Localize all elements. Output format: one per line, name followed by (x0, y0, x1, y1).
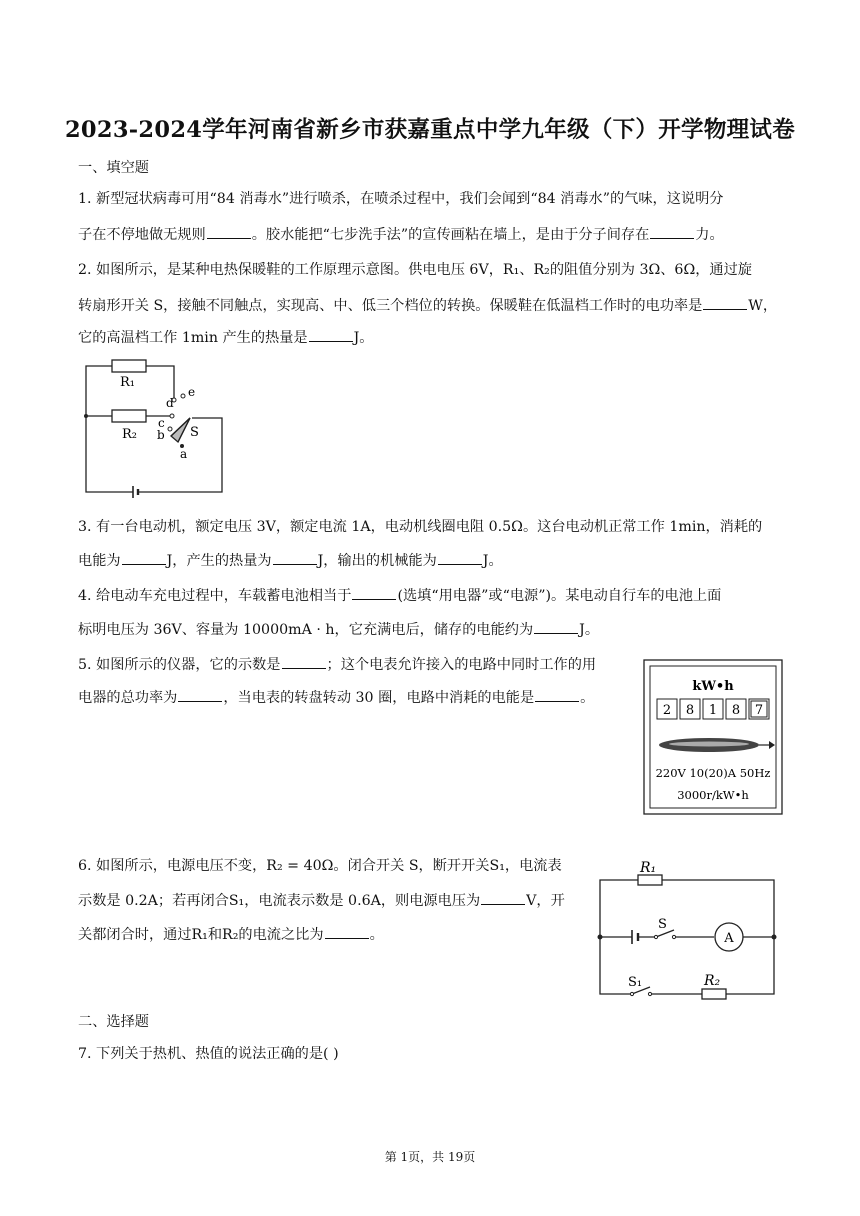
switch-s-label: S (190, 425, 199, 440)
q6-line2 (78, 890, 598, 911)
answer-blank[interactable] (534, 619, 578, 634)
answer-blank[interactable] (481, 890, 525, 905)
section-choice: 二、选择题 (78, 1014, 149, 1030)
q4-line1 (78, 585, 783, 606)
q6-text-a: 示数是 0.2A；若再闭合S₁，电流表示数是 0.6A，则电源电压为 (78, 893, 481, 909)
meter-digit: 1 (708, 703, 718, 718)
junction-node (598, 935, 603, 940)
answer-blank[interactable] (122, 550, 166, 565)
q6-circuit-diagram (594, 856, 780, 1000)
junction-node (84, 414, 88, 418)
q6-text-b: V，开 (526, 893, 565, 909)
q1-line2 (78, 224, 783, 245)
contact-e (181, 394, 185, 398)
answer-blank[interactable] (325, 924, 369, 939)
q1-text-a: 子在不停地做无规则 (78, 227, 206, 243)
contact-c-label: c (158, 416, 165, 430)
contact-a-label: a (180, 447, 188, 461)
q6-text-d: 。 (369, 927, 384, 943)
q5-line1 (78, 654, 638, 675)
q3-text-a: 电能为 (78, 553, 121, 569)
contact-c (170, 414, 174, 418)
answer-blank[interactable] (535, 687, 579, 702)
answer-blank[interactable] (207, 224, 251, 239)
electric-meter-figure (643, 659, 783, 815)
q4-text-d: J。 (579, 622, 600, 638)
q4-line2 (78, 619, 783, 640)
meter-digit: 8 (685, 703, 695, 718)
section-fill-in: 一、填空题 (78, 160, 149, 176)
answer-blank[interactable] (273, 550, 317, 565)
q1-line1: 1. 新型冠状病毒可用“84 消毒水”进行喷杀，在喷杀过程中，我们会闻到“84 消毒水”的气味，这说明分 (78, 191, 724, 207)
q2-text-c: 它的高温档工作 1min 产生的热量是 (78, 330, 308, 346)
q5-text-c: 电器的总功率为 (78, 690, 178, 706)
answer-blank[interactable] (438, 550, 482, 565)
q6-text-c: 关都闭合时，通过R₁和R₂的电流之比为 (78, 927, 324, 943)
q2-text-a: 转扇形开关 S，接触不同触点，实现高、中、低三个档位的转换。保暖鞋在低温档工作时的电功率是 (78, 298, 703, 314)
resistor-r1 (112, 360, 146, 372)
q6-line3 (78, 924, 598, 945)
meter-rate: 3000r/kW•h (677, 788, 749, 802)
q6-line1: 6. 如图所示，电源电压不变，R₂ = 40Ω。闭合开关 S，断开开关S₁，电流表 (78, 858, 562, 874)
contact-e-label: e (188, 385, 196, 399)
q4-text-a: 4. 给电动车充电过程中，车载蓄电池相当于 (78, 588, 352, 604)
answer-blank[interactable] (282, 654, 326, 669)
answer-blank[interactable] (352, 585, 396, 600)
resistor-r2 (112, 410, 146, 422)
q2-text-b: W， (748, 298, 778, 314)
answer-blank[interactable] (178, 687, 222, 702)
switch-s-label: S (658, 917, 667, 932)
q7-line1: 7. 下列关于热机、热值的说法正确的是( ) (78, 1046, 339, 1062)
q5-text-d: ，当电表的转盘转动 30 圈，电路中消耗的电能是 (223, 690, 535, 706)
q5-text-e: 。 (580, 690, 595, 706)
q3-line1: 3. 有一台电动机，额定电压 3V，额定电流 1A，电动机线圈电阻 0.5Ω。这台电动机正常工作 1min，消耗的 (78, 519, 763, 535)
junction-node (772, 935, 777, 940)
q2-text-d: J。 (353, 330, 374, 346)
q3-line2 (78, 550, 783, 571)
q4-text-c: 标明电压为 36V、容量为 10000mA · h，它充满电后，储存的电能约为 (78, 622, 534, 638)
answer-blank[interactable] (309, 327, 353, 342)
meter-unit: kW•h (692, 679, 734, 694)
q2-circuit-diagram (78, 356, 228, 498)
q5-text-a: 5. 如图所示的仪器，它的示数是 (78, 657, 281, 673)
answer-blank[interactable] (650, 224, 694, 239)
contact-b-label: b (157, 428, 165, 442)
q1-text-b: 。胶水能把“七步洗手法”的宣传画粘在墙上，是由于分子间存在 (251, 227, 650, 243)
contact-b (168, 427, 172, 431)
q3-text-b: J，产生的热量为 (166, 553, 272, 569)
q3-text-c: J，输出的机械能为 (317, 553, 437, 569)
meter-spec: 220V 10(20)A 50Hz (655, 766, 771, 780)
q2-line2 (78, 295, 783, 316)
r2-label: R₂ (122, 427, 137, 442)
meter-digit: 2 (662, 703, 672, 718)
resistor-r2 (702, 989, 726, 999)
switch-s1-label: S₁ (628, 975, 643, 990)
answer-blank[interactable] (703, 295, 747, 310)
page-title: 2023-2024学年河南省新乡市获嘉重点中学九年级（下）开学物理试卷 (64, 117, 796, 143)
q1-text-c: 力。 (695, 227, 724, 243)
q2-line3 (78, 327, 783, 348)
q2-line1: 2. 如图所示，是某种电热保暖鞋的工作原理示意图。供电电压 6V，R₁、R₂的阻值分别为 3Ω、6Ω，通过旋 (78, 262, 752, 278)
q3-text-d: J。 (482, 553, 503, 569)
meter-digit: 8 (731, 703, 741, 718)
q5-text-b: ；这个电表允许接入的电路中同时工作的用 (326, 657, 597, 673)
meter-digit: 7 (754, 703, 764, 718)
q4-text-b: (选填“用电器”或“电源”)。某电动自行车的电池上面 (397, 588, 722, 604)
r1-label: R₁ (640, 860, 657, 876)
page-footer: 第 1页，共 19页 (384, 1150, 476, 1164)
contact-d-label: d (166, 396, 174, 410)
resistor-r1 (638, 875, 662, 885)
ammeter-label: A (724, 931, 734, 946)
r1-label: R₁ (120, 375, 135, 390)
q5-line2 (78, 687, 638, 708)
r2-label: R₂ (704, 973, 721, 989)
